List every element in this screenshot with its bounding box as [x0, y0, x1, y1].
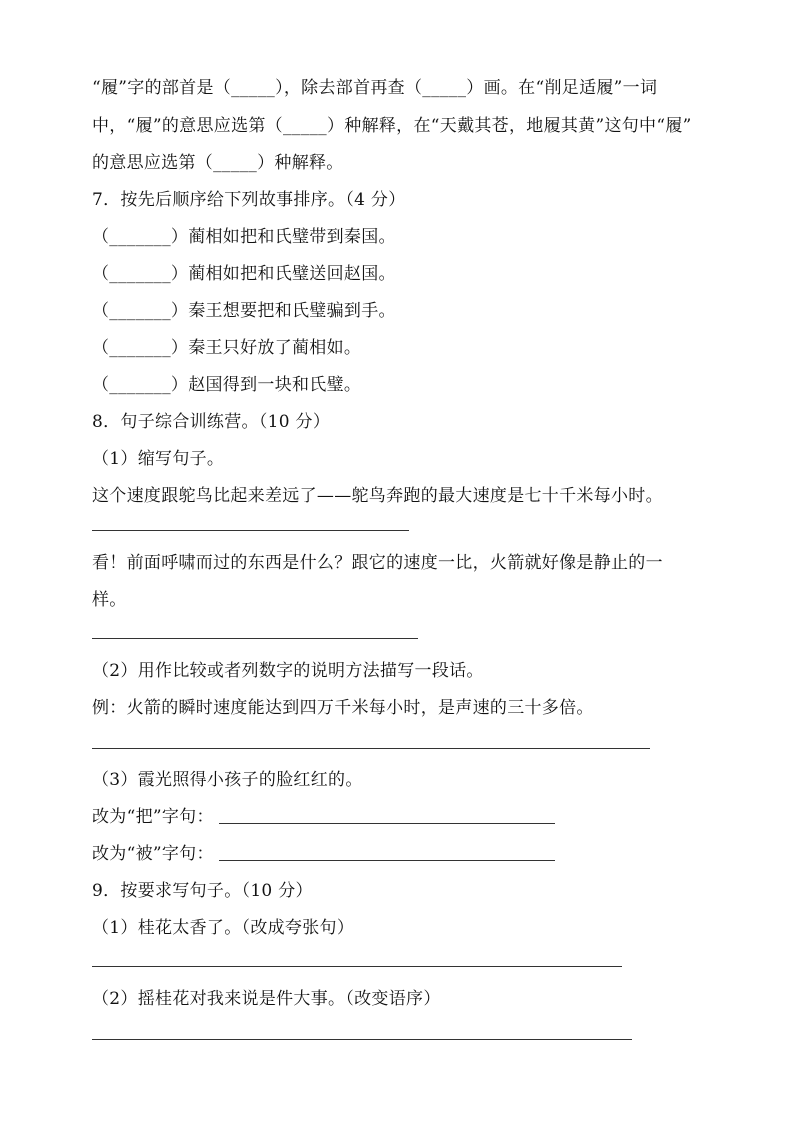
- q7-item-3: （_______）秦王想要把和氏璧骗到手。: [92, 301, 396, 321]
- q8-part3-bei-prompt: 改为“被”字句：: [92, 844, 214, 864]
- q7-heading: 7．按先后顺序给下列故事排序。（4 分）: [92, 190, 406, 210]
- q8-part1-sentence-a: 这个速度跟鸵鸟比起来差远了——鸵鸟奔跑的最大速度是七十千米每小时。: [92, 486, 663, 506]
- q7-item-2: （_______）蔺相如把和氏璧送回赵国。: [92, 264, 396, 284]
- answer-line-q8-2[interactable]: [92, 748, 650, 749]
- q9-part1-label: （1）桂花太香了。（改成夸张句）: [92, 918, 355, 938]
- q9-heading: 9．按要求写句子。（10 分）: [92, 881, 313, 901]
- q8-part1-sentence-b-line-1: 看！前面呼啸而过的东西是什么？跟它的速度一比，火箭就好像是静止的一: [92, 553, 663, 573]
- answer-line-q8-1a[interactable]: [92, 530, 409, 531]
- q8-part3-ba-prompt: 改为“把”字句：: [92, 807, 214, 827]
- q8-part2-label: （2）用作比较或者列数字的说明方法描写一段话。: [92, 661, 484, 681]
- q6-text-line-1: “履”字的部首是（_____），除去部首再查（_____）画。在“削足适履”一词: [92, 78, 658, 98]
- q8-part2-example: 例：火箭的瞬时速度能达到四万千米每小时，是声速的三十多倍。: [92, 698, 594, 718]
- q8-part1-sentence-b-line-2: 样。: [92, 590, 127, 610]
- q7-item-1: （_______）蔺相如把和氏璧带到秦国。: [92, 227, 396, 247]
- q7-item-5: （_______）赵国得到一块和氏璧。: [92, 375, 362, 395]
- answer-line-q8-1b[interactable]: [92, 638, 418, 639]
- q6-text-line-3: 的意思应选第（_____）种解释。: [92, 153, 344, 173]
- q7-item-4: （_______）秦王只好放了蔺相如。: [92, 338, 362, 358]
- answer-line-ba-sentence[interactable]: [219, 823, 555, 824]
- answer-line-bei-sentence[interactable]: [219, 860, 555, 861]
- q8-part1-label: （1）缩写句子。: [92, 449, 225, 469]
- q6-text-line-2: 中，“履”的意思应选第（_____）种解释，在“天戴其苍，地履其黄”这句中“履”: [92, 116, 692, 136]
- answer-line-q9-2[interactable]: [92, 1039, 632, 1040]
- q9-part2-label: （2）摇桂花对我来说是件大事。（改变语序）: [92, 989, 441, 1009]
- q8-heading: 8．句子综合训练营。（10 分）: [92, 412, 331, 432]
- answer-line-q9-1[interactable]: [92, 966, 622, 967]
- q8-part3-label: （3）霞光照得小孩子的脸红红的。: [92, 770, 363, 790]
